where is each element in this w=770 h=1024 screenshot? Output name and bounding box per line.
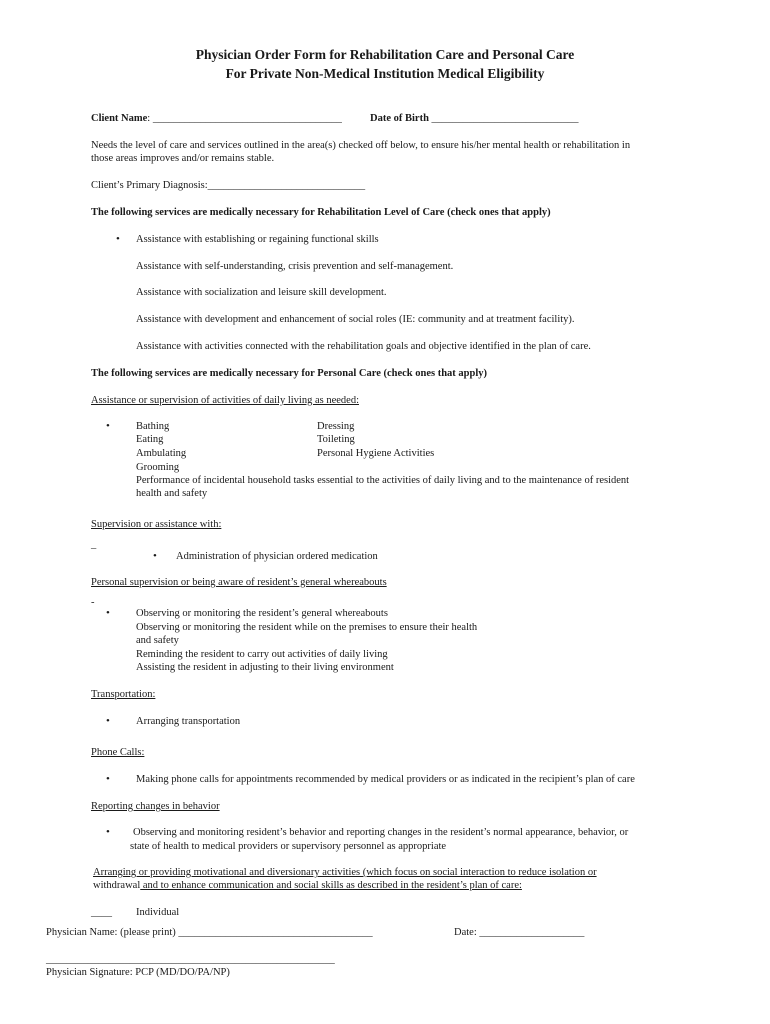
- bullet-icon: •: [116, 233, 120, 245]
- client-name-label: Client Name: [91, 113, 148, 124]
- activities-heading-withdrawal: withdrawal: [93, 880, 141, 891]
- rehab-item-1[interactable]: Assistance with establishing or regaining functional skills: [136, 234, 379, 245]
- form-title: Physician Order Form for Rehabilitation Care and Personal Care: [195, 47, 575, 62]
- rehab-item-5[interactable]: Assistance with activities connected with the rehabilitation goals and objective identified in the plan of care.: [136, 341, 591, 352]
- rehab-item-2[interactable]: Assistance with self-understanding, crisis prevention and self-management.: [136, 261, 454, 272]
- transportation-heading: Transportation:: [91, 689, 156, 700]
- activities-heading-line-2: [93, 879, 522, 892]
- supervision-medication-item[interactable]: Administration of physician ordered medication: [176, 551, 378, 562]
- whereabouts-item-3[interactable]: Reminding the resident to carry out activities of daily living: [136, 649, 388, 660]
- signature-label: Physician Signature: PCP (MD/DO/PA/NP): [46, 967, 230, 978]
- bullet-icon: •: [106, 826, 110, 838]
- date-field[interactable]: Date: ____________________: [454, 927, 585, 938]
- bullet-icon: •: [106, 607, 110, 619]
- behavior-item-line-1[interactable]: Observing and monitoring resident’s behavior and reporting changes in the resident’s normal appearance, behavior, or: [133, 827, 629, 838]
- whereabouts-item-2[interactable]: Observing or monitoring the resident while on the premises to ensure their health: [136, 622, 478, 633]
- whereabouts-item-1[interactable]: Observing or monitoring the resident’s general whereabouts: [136, 608, 388, 619]
- adl-ambulating[interactable]: Ambulating: [136, 448, 187, 459]
- bullet-icon: •: [106, 715, 110, 727]
- intro-text-line-2: those areas improves and/or remains stable.: [91, 153, 275, 164]
- bullet-icon: •: [106, 773, 110, 785]
- adl-grooming[interactable]: Grooming: [136, 462, 180, 473]
- physician-name-field[interactable]: Physician Name: (please print) _____________________________________: [46, 927, 373, 938]
- adl-heading: Assistance or supervision of activities of daily living as needed:: [91, 395, 359, 406]
- primary-diagnosis-field[interactable]: Client’s Primary Diagnosis:______________________________: [91, 180, 366, 191]
- phone-calls-heading: Phone Calls:: [91, 747, 145, 758]
- client-name-row: [91, 112, 342, 125]
- activities-heading-line-1: Arranging or providing motivational and diversionary activities (which focus on social interaction to reduce isolation or: [93, 867, 597, 878]
- whereabouts-item-4[interactable]: Assisting the resident in adjusting to their living environment: [136, 662, 394, 673]
- whereabouts-item-2-cont: and safety: [136, 635, 179, 646]
- rehab-item-4[interactable]: Assistance with development and enhancement of social roles (IE: community and at treatment facility).: [136, 314, 575, 325]
- transportation-item[interactable]: Arranging transportation: [136, 716, 241, 727]
- client-name-field[interactable]: : ____________________________________: [147, 113, 342, 124]
- adl-household-tasks-cont: health and safety: [136, 488, 208, 499]
- dob-field[interactable]: ____________________________: [428, 113, 579, 124]
- dob-row: [370, 112, 579, 125]
- adl-household-tasks[interactable]: Performance of incidental household tasks essential to the activities of daily living and to the maintenance of resident: [136, 475, 630, 486]
- individual-label: Individual: [136, 907, 180, 918]
- behavior-item-line-2: state of health to medical providers or supervisory personnel as appropriate: [130, 841, 447, 852]
- bullet-icon: •: [106, 420, 110, 432]
- intro-text-line-1: Needs the level of care and services outlined in the area(s) checked off below, to ensure his/her mental health or rehabilitation in: [91, 140, 631, 151]
- supervision-blank[interactable]: _: [91, 539, 97, 550]
- adl-personal-hygiene[interactable]: Personal Hygiene Activities: [317, 448, 435, 459]
- personal-care-heading: The following services are medically necessary for Personal Care (check ones that apply): [91, 368, 488, 379]
- phone-calls-item[interactable]: Making phone calls for appointments recommended by medical providers or as indicated in the recipient’s plan of care: [136, 774, 635, 785]
- supervision-heading: Supervision or assistance with:: [91, 519, 222, 530]
- behavior-heading: Reporting changes in behavior: [91, 801, 220, 812]
- adl-bathing[interactable]: Bathing: [136, 421, 170, 432]
- individual-check-blank[interactable]: ____: [91, 907, 112, 918]
- dob-label: Date of Birth: [370, 113, 429, 124]
- rehab-section-heading: The following services are medically necessary for Rehabilitation Level of Care (check ones that apply): [91, 207, 551, 218]
- adl-eating[interactable]: Eating: [136, 434, 164, 445]
- signature-line[interactable]: _______________________________________________________: [46, 954, 335, 965]
- adl-toileting[interactable]: Toileting: [317, 434, 355, 445]
- whereabouts-heading: Personal supervision or being aware of resident’s general whereabouts: [91, 577, 387, 588]
- form-subtitle: For Private Non-Medical Institution Medical Eligibility: [225, 66, 545, 81]
- bullet-icon: •: [153, 550, 157, 562]
- rehab-item-3[interactable]: Assistance with socialization and leisure skill development.: [136, 287, 387, 298]
- activities-heading-rest: and to enhance communication and social skills as described in the resident’s plan of care:: [140, 880, 522, 891]
- whereabouts-blank[interactable]: -: [91, 597, 95, 608]
- adl-dressing[interactable]: Dressing: [317, 421, 355, 432]
